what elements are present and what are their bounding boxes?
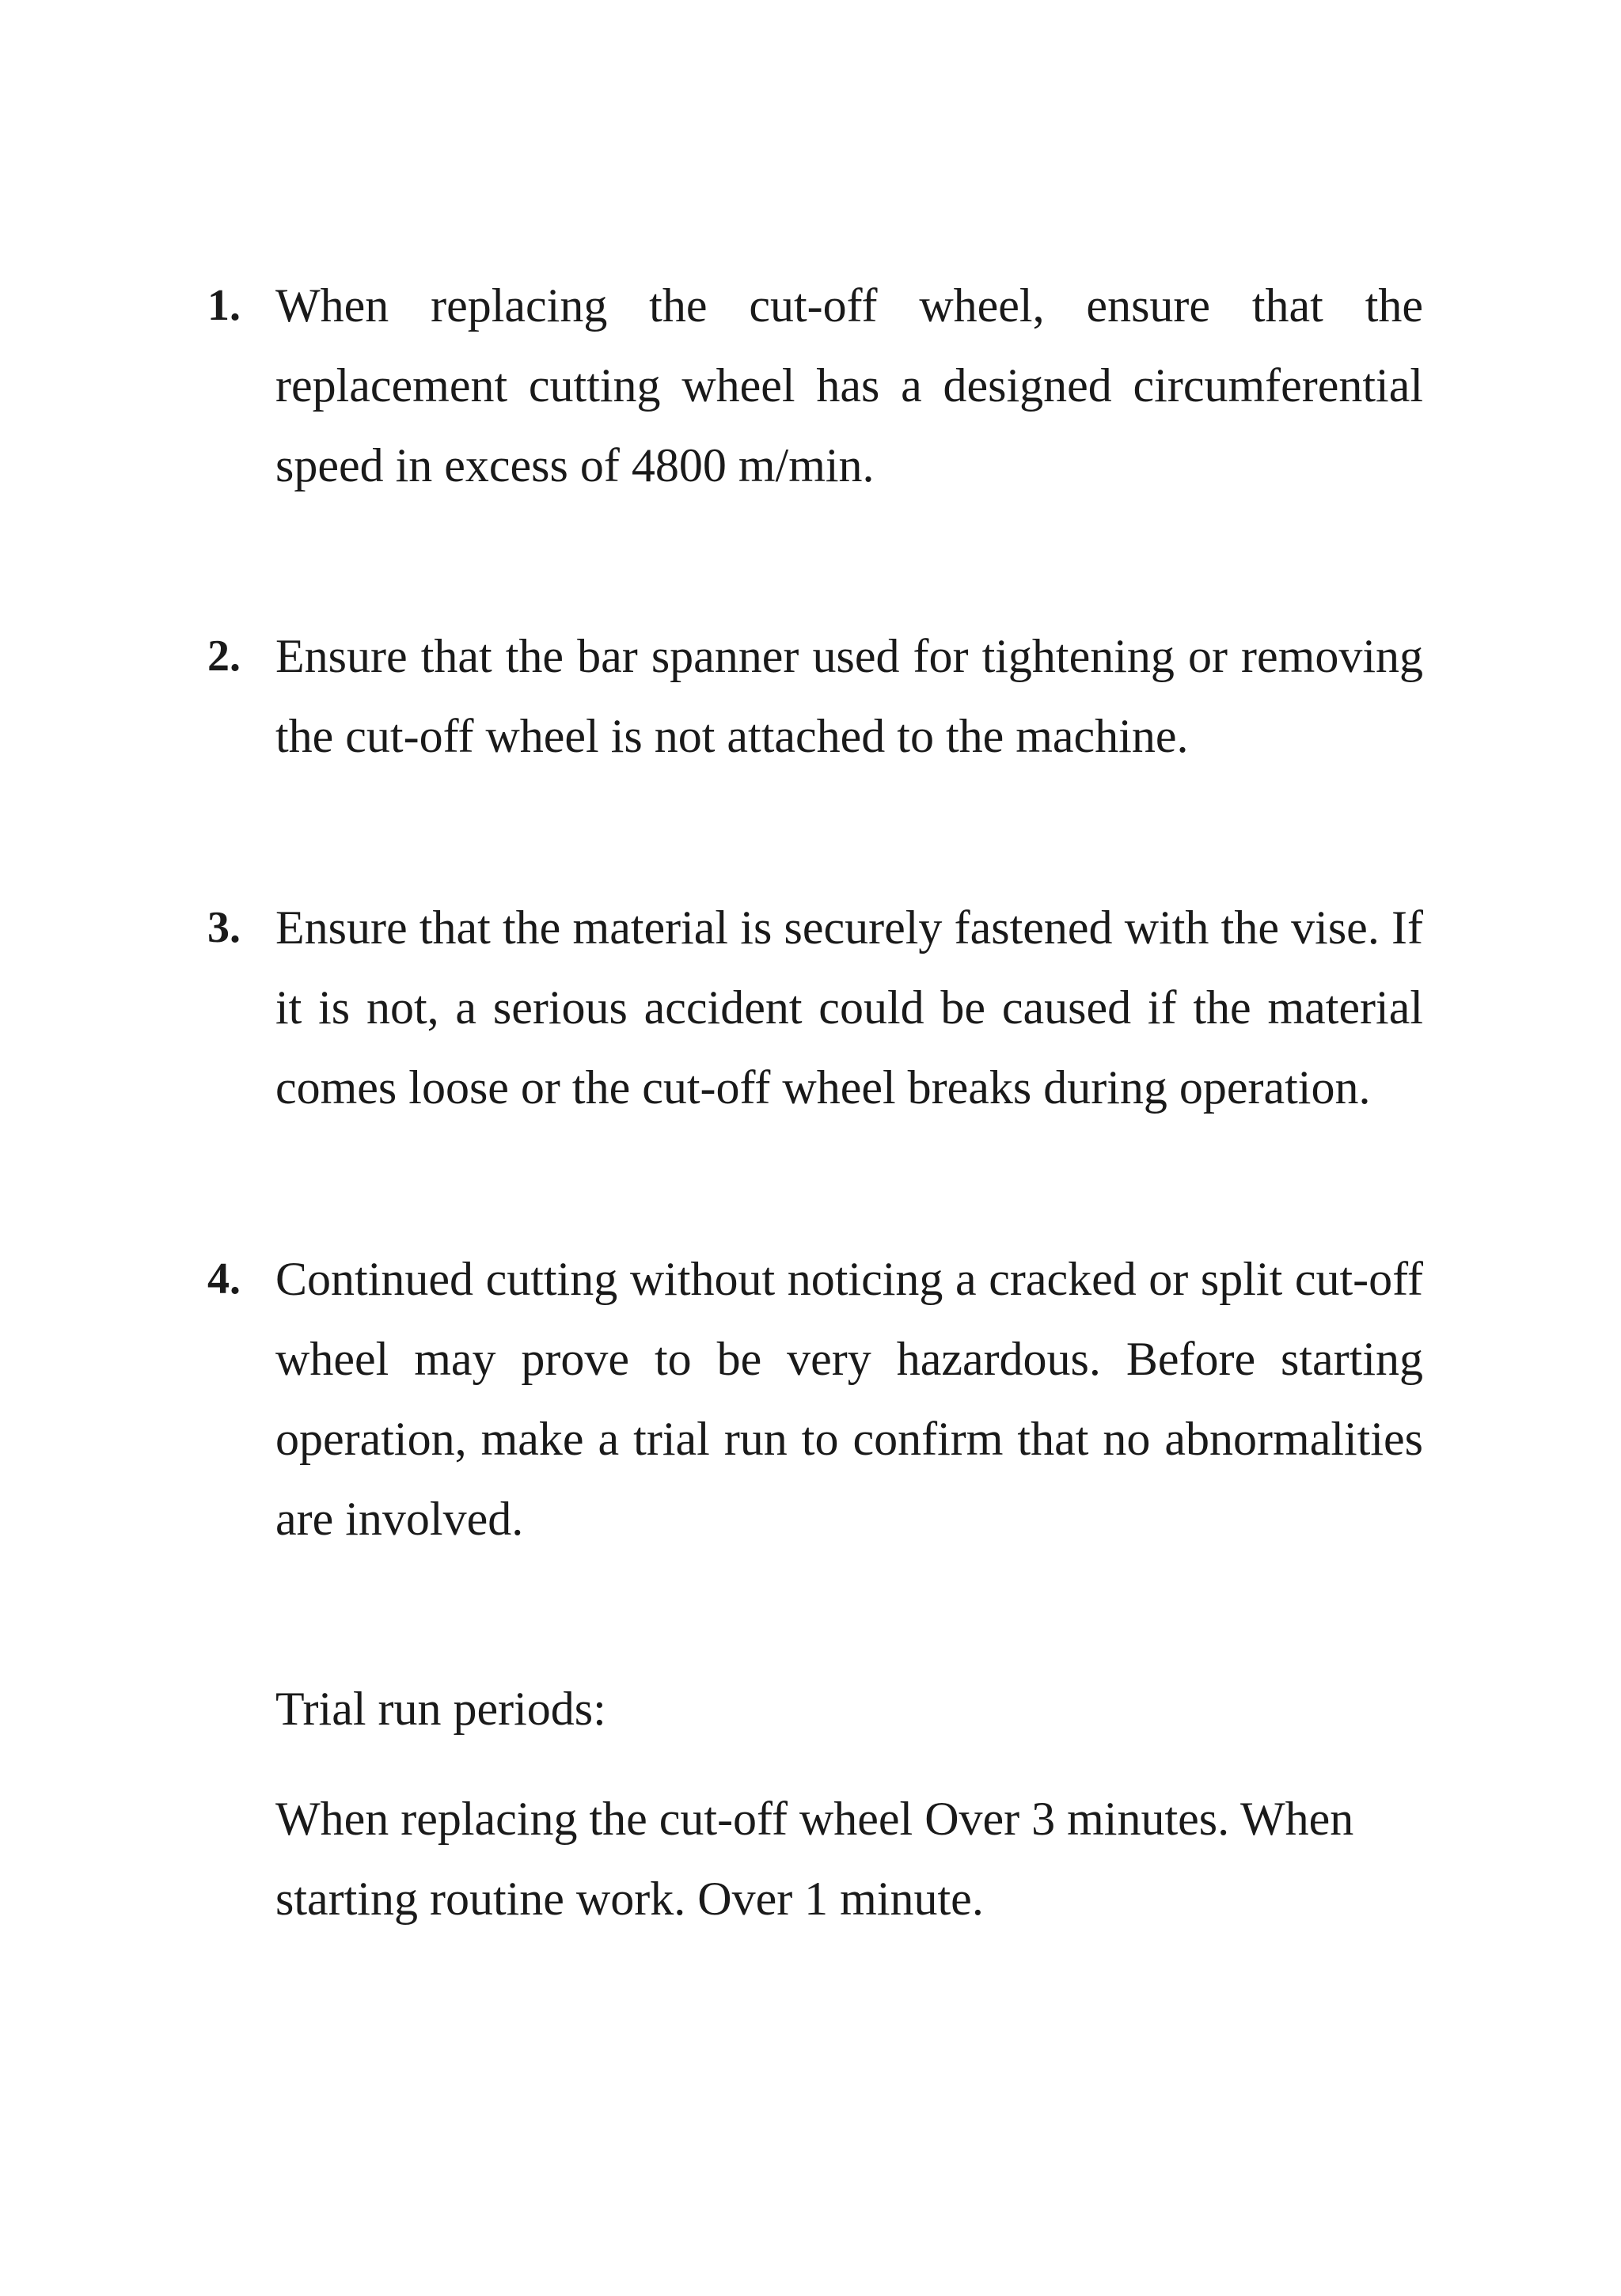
trial-run-label: Trial run periods: <box>275 1683 606 1735</box>
trial-run-text: When replacing the cut-off wheel Over 3 minutes. When starting routine work. Over 1 minute. <box>275 1793 1354 1925</box>
item-number: 2. <box>207 632 241 681</box>
item-number: 1. <box>207 281 241 330</box>
item-number: 4. <box>207 1254 241 1304</box>
item-text: Ensure that the material is securely fastened with the vise. If it is not, a serious accident could be caused if the material comes loose or the cut-off wheel breaks during operation. <box>275 901 1423 1114</box>
item-number: 3. <box>207 903 241 952</box>
item-text: When replacing the cut-off wheel, ensure that the replacement cutting wheel has a designed circumferential speed in excess of 4800 m/min. <box>275 279 1423 491</box>
item-text: Ensure that the bar spanner used for tightening or removing the cut-off wheel is not attached to the machine. <box>275 630 1423 762</box>
item-text: Continued cutting without noticing a cracked or split cut-off wheel may prove to be very hazardous. Before starting operation, make a trial run to confirm that no abnormalities are involved. <box>275 1253 1423 1545</box>
